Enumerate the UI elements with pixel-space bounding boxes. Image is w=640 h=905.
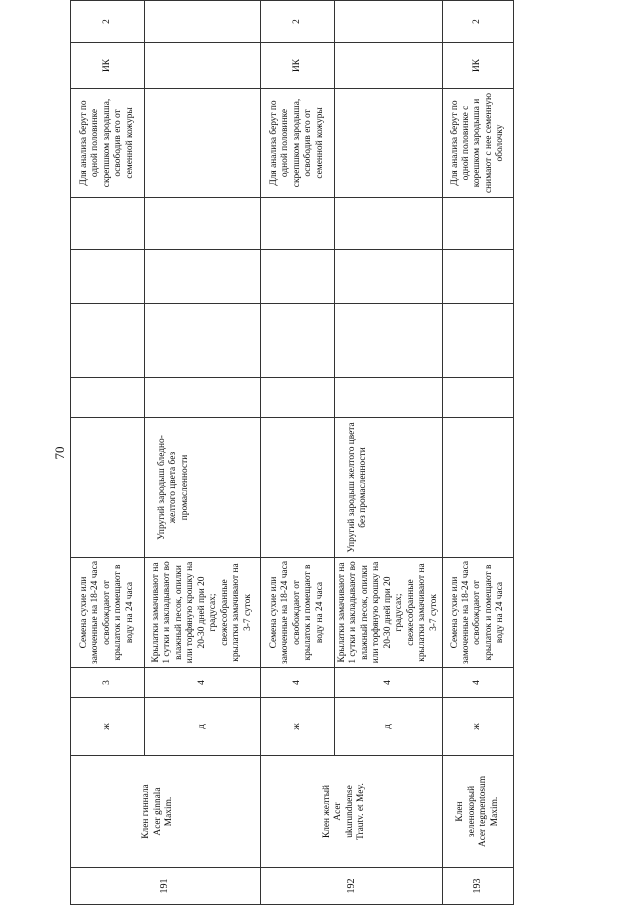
viability-criteria bbox=[71, 418, 145, 558]
species-name: Клен желтый Acer ukurunduense Trautv. et Mey. bbox=[321, 783, 367, 840]
table-row bbox=[261, 1, 335, 905]
empty-cell bbox=[261, 198, 335, 250]
empty-cell bbox=[145, 378, 261, 418]
empty-cell bbox=[443, 250, 514, 304]
preparation-text: Семена сухие или замоченные на 18-24 часа освобождают от крылаток и помещают в воду на 24 часа bbox=[261, 558, 335, 668]
sample-count: 4 bbox=[335, 668, 443, 698]
seed-analysis-table bbox=[70, 0, 514, 905]
repetition-count bbox=[335, 1, 443, 43]
row-number: 191 bbox=[71, 868, 261, 905]
empty-cell bbox=[261, 304, 335, 378]
viability-criteria: Упругий зародыш бледно-желтого цвета без промасленности bbox=[145, 418, 261, 558]
seed-type: ж bbox=[443, 698, 514, 756]
row-number: 193 bbox=[443, 868, 514, 905]
empty-cell bbox=[71, 250, 145, 304]
repetition-count: 2 bbox=[261, 1, 335, 43]
rotated-table-wrapper bbox=[70, 19, 506, 905]
species-cell bbox=[261, 756, 443, 868]
sample-count: 4 bbox=[261, 668, 335, 698]
species-cell: Клен зеленокорый Acer tegmentosum Maxim. bbox=[443, 756, 514, 868]
empty-cell bbox=[145, 304, 261, 378]
empty-cell bbox=[443, 304, 514, 378]
table-row bbox=[443, 1, 514, 905]
empty-cell bbox=[71, 198, 145, 250]
analysis-note: Для анализа берут по одной половинке скрепшком зародыша, освободив его от семенной кожуры bbox=[261, 89, 335, 198]
method-code bbox=[335, 43, 443, 89]
sample-count: 3 bbox=[71, 668, 145, 698]
analysis-note bbox=[335, 89, 443, 198]
analysis-note bbox=[145, 89, 261, 198]
method-code: ИК bbox=[71, 43, 145, 89]
row-number: 192 bbox=[261, 868, 443, 905]
viability-criteria: Упругий зародыш желтого цвета без промасленности bbox=[335, 418, 443, 558]
repetition-count: 2 bbox=[443, 1, 514, 43]
seed-type: д bbox=[335, 698, 443, 756]
method-code: ИК bbox=[443, 43, 514, 89]
preparation-text: Семена сухие или замоченные на 18-24 часа освобождают от крылаток и помещают в воду на 24 часа bbox=[443, 558, 514, 668]
empty-cell bbox=[71, 378, 145, 418]
preparation-text: Семена сухие или замоченные на 18-24 часа освобождают от крылаток и помещают в воду на 24 часа bbox=[71, 558, 145, 668]
table-row bbox=[71, 1, 145, 905]
empty-cell bbox=[443, 198, 514, 250]
empty-cell bbox=[261, 378, 335, 418]
empty-cell bbox=[261, 250, 335, 304]
viability-criteria bbox=[261, 418, 335, 558]
species-name: Клен гиннала Acer ginnala Maxim. bbox=[141, 784, 175, 839]
analysis-note: Для анализа берут по одной половинке с корешком зародыша и снимают с нее семенную оболочку bbox=[443, 89, 514, 198]
seed-type: ж bbox=[71, 698, 145, 756]
seed-type: ж bbox=[261, 698, 335, 756]
sample-count: 4 bbox=[443, 668, 514, 698]
empty-cell bbox=[71, 304, 145, 378]
preparation-text: Крылатки замачивают на 1 сутки и закладывают во влажный песок, опилки или торфяную крошку на 20-30 дней при 20 градусах; свежесобранные крылатки замачивают на 3-7 суток bbox=[335, 558, 443, 668]
seed-type: д bbox=[145, 698, 261, 756]
analysis-note: Для анализа берут по одной половинке скрепшком зародыша, освободив его от семенной кожуры bbox=[71, 89, 145, 198]
page-number: 70 bbox=[52, 446, 67, 460]
sample-count: 4 bbox=[145, 668, 261, 698]
empty-cell bbox=[335, 304, 443, 378]
empty-cell bbox=[335, 378, 443, 418]
method-code bbox=[145, 43, 261, 89]
empty-cell bbox=[335, 250, 443, 304]
method-code: ИК bbox=[261, 43, 335, 89]
preparation-text: Крылатки замачивают на 1 сутки и закладывают во влажный песок, опилки или торфяную крошку на 20-30 дней при 20 градусах; свежесобранные крылатки замачивают на 3-7 суток bbox=[145, 558, 261, 668]
repetition-count bbox=[145, 1, 261, 43]
species-cell bbox=[71, 756, 261, 868]
viability-criteria bbox=[443, 418, 514, 558]
empty-cell bbox=[145, 250, 261, 304]
repetition-count: 2 bbox=[71, 1, 145, 43]
empty-cell bbox=[335, 198, 443, 250]
empty-cell bbox=[145, 198, 261, 250]
empty-cell bbox=[443, 378, 514, 418]
